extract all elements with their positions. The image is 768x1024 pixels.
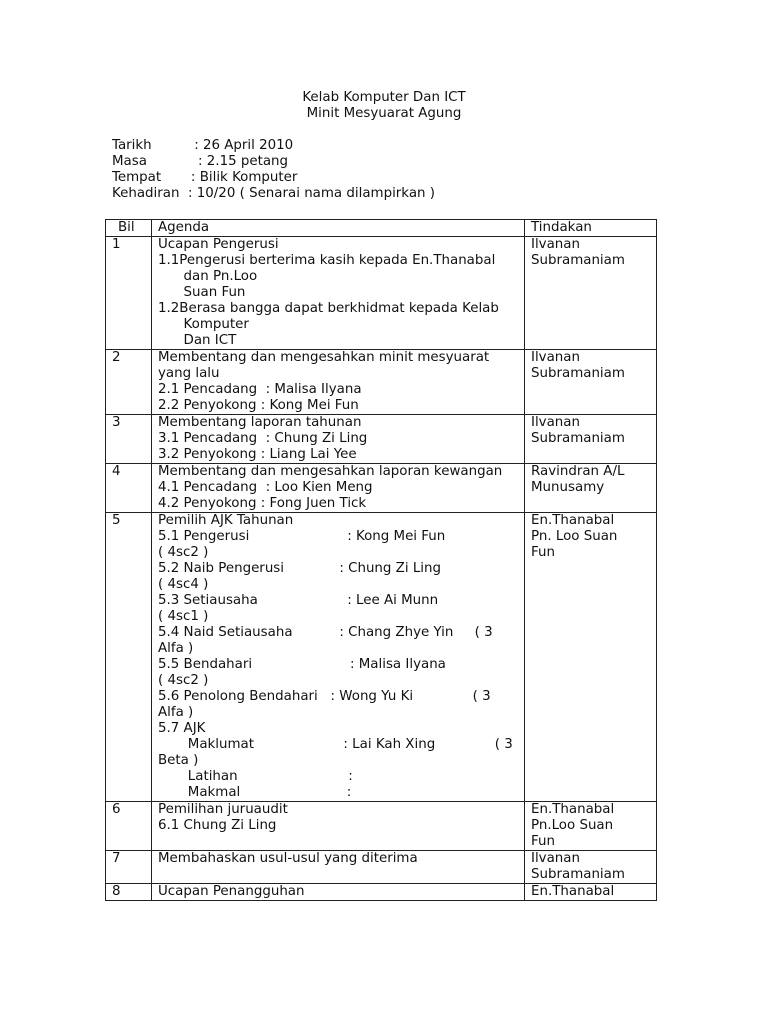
tindakan-line: Ilvanan [531,851,580,866]
tindakan-line: En.Thanabal [531,513,615,528]
agenda-line: Beta ) [158,753,199,768]
agenda-line: Komputer [158,317,249,332]
row-bil: 7 [106,851,152,884]
agenda-line: Membahaskan usul-usul yang diterima [158,851,418,866]
table-row [106,802,657,851]
table-row [106,464,657,513]
agenda-line: 6.1 Chung Zi Ling [158,818,277,833]
agenda-line: Alfa ) [158,705,194,720]
tindakan-line: Ilvanan [531,415,580,430]
agenda-line: Pemilih AJK Tahunan [158,513,294,528]
row-bil: 6 [106,802,152,851]
row-agenda [152,350,525,415]
agenda-line: 5.1 Pengerusi : Kong Mei Fun [158,529,446,544]
agenda-line: Membentang dan mengesahkan minit mesyuarat [158,350,490,365]
agenda-line: 2.2 Penyokong : Kong Mei Fun [158,398,359,413]
row-bil: 2 [106,350,152,415]
row-agenda [152,884,525,901]
agenda-line: 1.2Berasa bangga dapat berkhidmat kepada Kelab [158,301,499,316]
agenda-line: 5.7 AJK [158,721,206,736]
agenda-line: 5.2 Naib Pengerusi : Chung Zi Ling [158,561,441,576]
agenda-line: Membentang laporan tahunan [158,415,362,430]
agenda-line: 1.1Pengerusi berterima kasih kepada En.Thanabal [158,253,496,268]
row-tindakan [525,802,657,851]
header-bil: Bil [106,220,152,237]
row-agenda [152,851,525,884]
row-agenda [152,237,525,350]
row-bil: 5 [106,513,152,802]
agenda-line: 5.3 Setiausaha : Lee Ai Munn [158,593,439,608]
tindakan-line: Subramaniam [531,431,625,446]
tindakan-line: En.Thanabal [531,884,615,899]
tindakan-line: Pn.Loo Suan [531,818,614,833]
header-tindakan: Tindakan [525,220,657,237]
row-agenda [152,513,525,802]
row-tindakan [525,350,657,415]
tindakan-line: Fun [531,545,555,560]
agenda-line: 4.1 Pencadang : Loo Kien Meng [158,480,373,495]
agenda-line: Ucapan Pengerusi [158,237,279,252]
agenda-line: Dan ICT [158,333,237,348]
agenda-line: ( 4sc1 ) [158,609,209,624]
info-kehadiran: Kehadiran : 10/20 ( Senarai nama dilampirkan ) [112,186,435,201]
tindakan-line: Subramaniam [531,366,625,381]
row-bil: 1 [106,237,152,350]
tindakan-line: Ilvanan [531,350,580,365]
row-tindakan [525,513,657,802]
row-tindakan [525,415,657,464]
agenda-line: 2.1 Pencadang : Malisa Ilyana [158,382,362,397]
table-header-row [106,220,657,237]
info-tempat: Tempat : Bilik Komputer [112,170,298,185]
tindakan-line: Pn. Loo Suan [531,529,618,544]
agenda-line: ( 4sc2 ) [158,673,209,688]
agenda-line: Membentang dan mengesahkan laporan kewangan [158,464,503,479]
tindakan-line: Subramaniam [531,253,625,268]
row-bil: 4 [106,464,152,513]
row-bil: 3 [106,415,152,464]
tindakan-line: Ilvanan [531,237,580,252]
row-tindakan [525,884,657,901]
table-row [106,851,657,884]
row-agenda [152,802,525,851]
agenda-line: 3.2 Penyokong : Liang Lai Yee [158,447,357,462]
row-agenda [152,415,525,464]
agenda-line: Ucapan Penangguhan [158,884,305,899]
document-subtitle: Minit Mesyuarat Agung [306,106,462,121]
agenda-line: 5.6 Penolong Bendahari : Wong Yu Ki ( 3 [158,689,491,704]
tindakan-line: Ravindran A/L [531,464,625,479]
tindakan-line: Subramaniam [531,867,625,882]
document-title: Kelab Komputer Dan ICT [302,90,466,105]
agenda-line: ( 4sc4 ) [158,577,209,592]
row-tindakan [525,237,657,350]
agenda-line: Alfa ) [158,641,194,656]
agenda-line: Suan Fun [158,285,246,300]
row-tindakan [525,851,657,884]
table-row [106,350,657,415]
agenda-line: 5.5 Bendahari : Malisa Ilyana [158,657,446,672]
tindakan-line: Munusamy [531,480,605,495]
agenda-line: dan Pn.Loo [158,269,258,284]
agenda-line: Makmal : [158,785,352,800]
table-row [106,237,657,350]
row-tindakan [525,464,657,513]
tindakan-line: En.Thanabal [531,802,615,817]
agenda-line: ( 4sc2 ) [158,545,209,560]
agenda-table [105,219,657,901]
table-row [106,415,657,464]
agenda-line: Pemilihan juruaudit [158,802,288,817]
table-row [106,884,657,901]
agenda-line: yang lalu [158,366,220,381]
agenda-line: 4.2 Penyokong : Fong Juen Tick [158,496,367,511]
header-agenda: Agenda [152,220,525,237]
agenda-line: 3.1 Pencadang : Chung Zi Ling [158,431,368,446]
row-agenda [152,464,525,513]
row-bil: 8 [106,884,152,901]
agenda-line: Maklumat : Lai Kah Xing ( 3 [158,737,513,752]
tindakan-line: Fun [531,834,555,849]
agenda-line: 5.4 Naid Setiausaha : Chang Zhye Yin ( 3 [158,625,493,640]
info-tarikh: Tarikh : 26 April 2010 [112,138,294,153]
table-row [106,513,657,802]
info-masa: Masa : 2.15 petang [112,154,289,169]
agenda-line: Latihan : [158,769,353,784]
